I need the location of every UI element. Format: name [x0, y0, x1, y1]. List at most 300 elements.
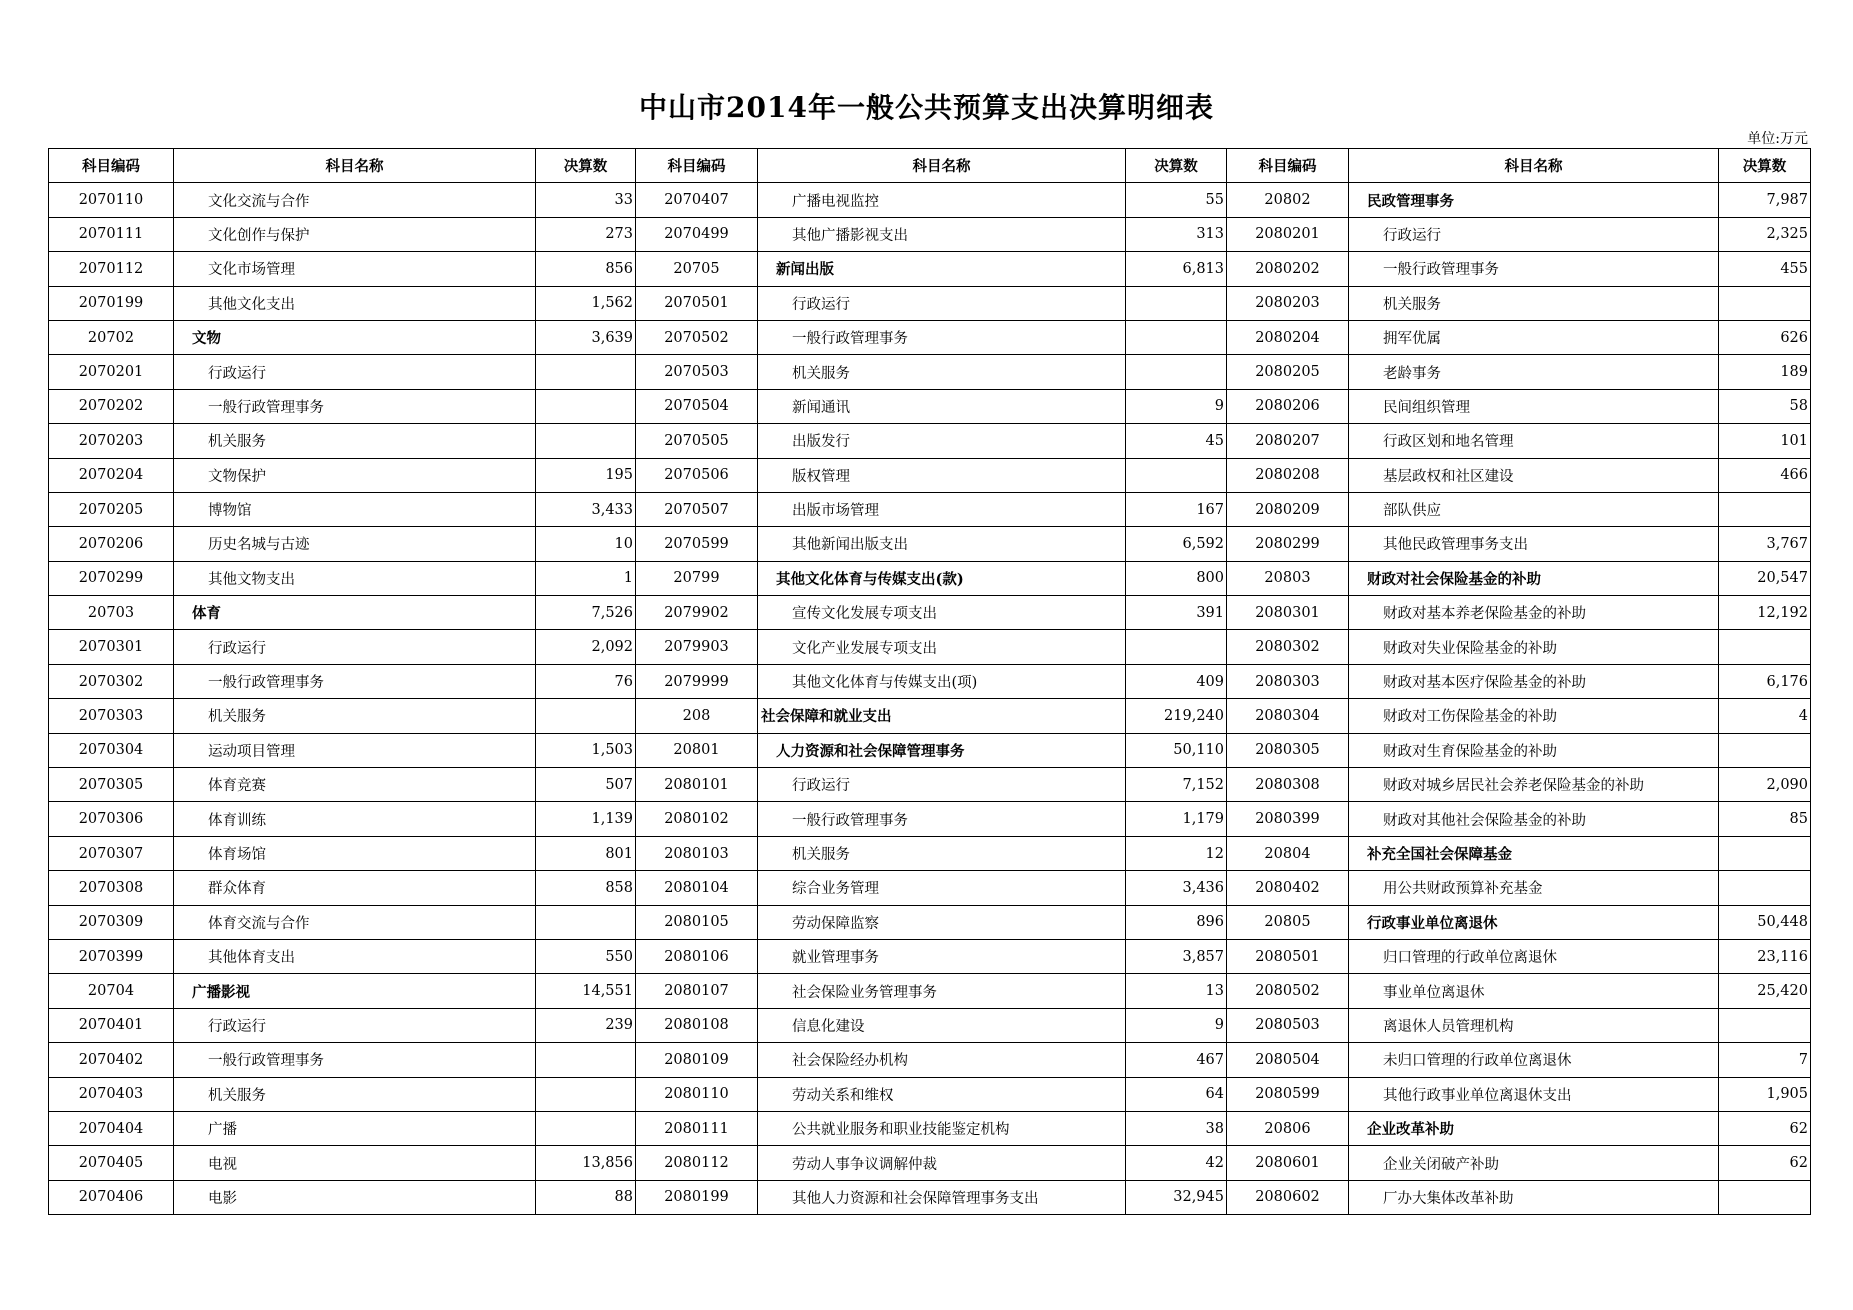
final-amount-cell [1719, 286, 1811, 320]
subject-code-cell: 2080399 [1227, 802, 1349, 836]
subject-code-cell: 2080504 [1227, 1043, 1349, 1077]
final-amount-cell: 2,092 [536, 630, 636, 664]
subject-code-cell: 2070399 [49, 939, 174, 973]
subject-code-cell: 2080199 [636, 1180, 758, 1214]
subject-name-cell: 企业改革补助 [1349, 1111, 1719, 1145]
final-amount-cell: 6,813 [1126, 252, 1227, 286]
final-amount-cell: 62 [1719, 1146, 1811, 1180]
subject-name-cell: 拥军优属 [1349, 320, 1719, 354]
subject-code-cell: 2080101 [636, 768, 758, 802]
final-amount-cell: 1,562 [536, 286, 636, 320]
final-amount-cell: 38 [1126, 1111, 1227, 1145]
table-row [49, 527, 1811, 561]
subject-name-cell: 体育竞赛 [174, 768, 536, 802]
subject-code-cell: 2070204 [49, 458, 174, 492]
final-amount-cell [536, 355, 636, 389]
final-amount-cell [1126, 630, 1227, 664]
final-amount-cell: 12,192 [1719, 596, 1811, 630]
subject-name-cell: 机关服务 [174, 1077, 536, 1111]
subject-name-cell: 机关服务 [758, 355, 1126, 389]
subject-name-cell: 行政运行 [174, 355, 536, 389]
subject-name-cell: 社会保险经办机构 [758, 1043, 1126, 1077]
subject-code-cell: 2070302 [49, 664, 174, 698]
subject-code-cell: 20805 [1227, 905, 1349, 939]
final-amount-cell: 76 [536, 664, 636, 698]
table-row [49, 424, 1811, 458]
final-amount-cell: 626 [1719, 320, 1811, 354]
final-amount-cell: 33 [536, 183, 636, 217]
subject-name-cell: 人力资源和社会保障管理事务 [758, 733, 1126, 767]
subject-code-cell: 2070499 [636, 217, 758, 251]
table-row [49, 939, 1811, 973]
final-amount-cell: 455 [1719, 252, 1811, 286]
subject-code-cell: 2080104 [636, 871, 758, 905]
subject-code-cell: 2070307 [49, 836, 174, 870]
final-amount-cell: 2,090 [1719, 768, 1811, 802]
final-amount-cell: 62 [1719, 1111, 1811, 1145]
table-row [49, 355, 1811, 389]
subject-code-cell: 2080602 [1227, 1180, 1349, 1214]
subject-code-cell: 2070303 [49, 699, 174, 733]
subject-code-cell: 2070112 [49, 252, 174, 286]
subject-code-cell: 2070202 [49, 389, 174, 423]
table-row [49, 1043, 1811, 1077]
subject-code-cell: 2080304 [1227, 699, 1349, 733]
subject-name-cell: 社会保障和就业支出 [758, 699, 1126, 733]
final-amount-cell: 58 [1719, 389, 1811, 423]
final-amount-cell: 3,639 [536, 320, 636, 354]
subject-name-cell: 补充全国社会保障基金 [1349, 836, 1719, 870]
subject-name-cell: 电视 [174, 1146, 536, 1180]
subject-code-cell: 2070110 [49, 183, 174, 217]
subject-name-cell: 厂办大集体改革补助 [1349, 1180, 1719, 1214]
subject-code-cell: 2080302 [1227, 630, 1349, 664]
final-amount-cell [536, 1111, 636, 1145]
subject-name-cell: 财政对城乡居民社会养老保险基金的补助 [1349, 768, 1719, 802]
subject-code-cell: 2080107 [636, 974, 758, 1008]
table-row [49, 905, 1811, 939]
table-row [49, 1111, 1811, 1145]
table-row [49, 458, 1811, 492]
table-row [49, 596, 1811, 630]
subject-name-cell: 民政管理事务 [1349, 183, 1719, 217]
final-amount-cell: 219,240 [1126, 699, 1227, 733]
table-row [49, 492, 1811, 526]
subject-code-cell: 2080402 [1227, 871, 1349, 905]
subject-name-cell: 行政运行 [758, 286, 1126, 320]
subject-name-cell: 文物保护 [174, 458, 536, 492]
subject-code-cell: 2070203 [49, 424, 174, 458]
subject-name-cell: 机关服务 [1349, 286, 1719, 320]
final-amount-cell [536, 1077, 636, 1111]
header-name: 科目名称 [174, 149, 536, 183]
final-amount-cell: 9 [1126, 389, 1227, 423]
final-amount-cell [1126, 320, 1227, 354]
subject-code-cell: 20705 [636, 252, 758, 286]
subject-code-cell: 2080502 [1227, 974, 1349, 1008]
header-code: 科目编码 [49, 149, 174, 183]
subject-code-cell: 2080301 [1227, 596, 1349, 630]
subject-name-cell: 体育交流与合作 [174, 905, 536, 939]
table-row [49, 733, 1811, 767]
table-row [49, 871, 1811, 905]
final-amount-cell: 6,592 [1126, 527, 1227, 561]
subject-code-cell: 2080110 [636, 1077, 758, 1111]
table-row [49, 252, 1811, 286]
final-amount-cell: 3,433 [536, 492, 636, 526]
final-amount-cell: 6,176 [1719, 664, 1811, 698]
subject-name-cell: 博物馆 [174, 492, 536, 526]
header-amount: 决算数 [536, 149, 636, 183]
subject-code-cell: 2070308 [49, 871, 174, 905]
table-row [49, 664, 1811, 698]
subject-code-cell: 2080108 [636, 1008, 758, 1042]
final-amount-cell [1719, 836, 1811, 870]
page-title: 中山市2014年一般公共预算支出决算明细表 [639, 91, 1214, 124]
subject-name-cell: 出版发行 [758, 424, 1126, 458]
subject-code-cell: 2080303 [1227, 664, 1349, 698]
subject-name-cell: 一般行政管理事务 [174, 389, 536, 423]
subject-code-cell: 20799 [636, 561, 758, 595]
subject-code-cell: 208 [636, 699, 758, 733]
final-amount-cell [1126, 286, 1227, 320]
final-amount-cell: 409 [1126, 664, 1227, 698]
table-row [49, 836, 1811, 870]
subject-code-cell: 2070404 [49, 1111, 174, 1145]
subject-code-cell: 2070506 [636, 458, 758, 492]
subject-code-cell: 20803 [1227, 561, 1349, 595]
subject-name-cell: 财政对其他社会保险基金的补助 [1349, 802, 1719, 836]
subject-name-cell: 其他人力资源和社会保障管理事务支出 [758, 1180, 1126, 1214]
subject-name-cell: 一般行政管理事务 [758, 802, 1126, 836]
subject-code-cell: 2080308 [1227, 768, 1349, 802]
final-amount-cell [1719, 492, 1811, 526]
subject-code-cell: 2080501 [1227, 939, 1349, 973]
subject-code-cell: 2070306 [49, 802, 174, 836]
final-amount-cell: 273 [536, 217, 636, 251]
subject-code-cell: 2070599 [636, 527, 758, 561]
final-amount-cell: 85 [1719, 802, 1811, 836]
subject-code-cell: 2080601 [1227, 1146, 1349, 1180]
final-amount-cell: 42 [1126, 1146, 1227, 1180]
final-amount-cell: 189 [1719, 355, 1811, 389]
subject-name-cell: 版权管理 [758, 458, 1126, 492]
final-amount-cell: 13 [1126, 974, 1227, 1008]
subject-code-cell: 2080209 [1227, 492, 1349, 526]
subject-code-cell: 2080102 [636, 802, 758, 836]
subject-code-cell: 2070309 [49, 905, 174, 939]
subject-name-cell: 体育训练 [174, 802, 536, 836]
subject-code-cell: 2079903 [636, 630, 758, 664]
table-row [49, 699, 1811, 733]
final-amount-cell: 7,987 [1719, 183, 1811, 217]
table-row [49, 286, 1811, 320]
subject-name-cell: 财政对失业保险基金的补助 [1349, 630, 1719, 664]
subject-name-cell: 行政运行 [758, 768, 1126, 802]
subject-name-cell: 广播影视 [174, 974, 536, 1008]
subject-name-cell: 劳动关系和维权 [758, 1077, 1126, 1111]
subject-code-cell: 2070304 [49, 733, 174, 767]
final-amount-cell: 50,110 [1126, 733, 1227, 767]
subject-code-cell: 20802 [1227, 183, 1349, 217]
unit-label: 单位:万元 [1747, 131, 1808, 147]
final-amount-cell: 1 [536, 561, 636, 595]
subject-name-cell: 文化市场管理 [174, 252, 536, 286]
subject-code-cell: 2070111 [49, 217, 174, 251]
header-code: 科目编码 [636, 149, 758, 183]
subject-name-cell: 其他文化体育与传媒支出(款) [758, 561, 1126, 595]
subject-code-cell: 2070402 [49, 1043, 174, 1077]
subject-name-cell: 一般行政管理事务 [1349, 252, 1719, 286]
subject-name-cell: 其他文化体育与传媒支出(项) [758, 664, 1126, 698]
table-row [49, 802, 1811, 836]
subject-code-cell: 2070201 [49, 355, 174, 389]
final-amount-cell: 23,116 [1719, 939, 1811, 973]
subject-code-cell: 2070502 [636, 320, 758, 354]
final-amount-cell: 1,179 [1126, 802, 1227, 836]
subject-name-cell: 运动项目管理 [174, 733, 536, 767]
subject-name-cell: 综合业务管理 [758, 871, 1126, 905]
subject-name-cell: 其他广播影视支出 [758, 217, 1126, 251]
subject-code-cell: 20704 [49, 974, 174, 1008]
subject-name-cell: 一般行政管理事务 [174, 664, 536, 698]
final-amount-cell: 4 [1719, 699, 1811, 733]
final-amount-cell: 858 [536, 871, 636, 905]
final-amount-cell [1719, 733, 1811, 767]
final-amount-cell: 801 [536, 836, 636, 870]
subject-name-cell: 历史名城与古迹 [174, 527, 536, 561]
subject-code-cell: 2080207 [1227, 424, 1349, 458]
subject-code-cell: 2070401 [49, 1008, 174, 1042]
subject-code-cell: 2070507 [636, 492, 758, 526]
subject-name-cell: 事业单位离退休 [1349, 974, 1719, 1008]
subject-name-cell: 财政对基本医疗保险基金的补助 [1349, 664, 1719, 698]
subject-name-cell: 民间组织管理 [1349, 389, 1719, 423]
table-row [49, 389, 1811, 423]
subject-name-cell: 离退休人员管理机构 [1349, 1008, 1719, 1042]
header-name: 科目名称 [1349, 149, 1719, 183]
final-amount-cell: 467 [1126, 1043, 1227, 1077]
final-amount-cell: 25,420 [1719, 974, 1811, 1008]
final-amount-cell [1719, 871, 1811, 905]
header-amount: 决算数 [1126, 149, 1227, 183]
final-amount-cell: 195 [536, 458, 636, 492]
final-amount-cell: 88 [536, 1180, 636, 1214]
final-amount-cell: 1,503 [536, 733, 636, 767]
final-amount-cell [536, 699, 636, 733]
subject-name-cell: 体育 [174, 596, 536, 630]
subject-name-cell: 其他体育支出 [174, 939, 536, 973]
subject-code-cell: 2070501 [636, 286, 758, 320]
subject-name-cell: 财政对生育保险基金的补助 [1349, 733, 1719, 767]
subject-code-cell: 2070206 [49, 527, 174, 561]
subject-code-cell: 2070301 [49, 630, 174, 664]
subject-code-cell: 20703 [49, 596, 174, 630]
subject-code-cell: 2080103 [636, 836, 758, 870]
final-amount-cell: 3,767 [1719, 527, 1811, 561]
subject-name-cell: 其他文化支出 [174, 286, 536, 320]
subject-code-cell: 2070403 [49, 1077, 174, 1111]
final-amount-cell [536, 1043, 636, 1077]
subject-name-cell: 出版市场管理 [758, 492, 1126, 526]
subject-code-cell: 2070205 [49, 492, 174, 526]
subject-code-cell: 2080599 [1227, 1077, 1349, 1111]
subject-name-cell: 劳动人事争议调解仲裁 [758, 1146, 1126, 1180]
subject-code-cell: 2070505 [636, 424, 758, 458]
subject-code-cell: 2070305 [49, 768, 174, 802]
subject-code-cell: 2070406 [49, 1180, 174, 1214]
final-amount-cell: 800 [1126, 561, 1227, 595]
subject-name-cell: 基层政权和社区建设 [1349, 458, 1719, 492]
subject-code-cell: 2080299 [1227, 527, 1349, 561]
subject-code-cell: 2070299 [49, 561, 174, 595]
subject-name-cell: 企业关闭破产补助 [1349, 1146, 1719, 1180]
final-amount-cell: 391 [1126, 596, 1227, 630]
final-amount-cell: 20,547 [1719, 561, 1811, 595]
subject-name-cell: 行政运行 [1349, 217, 1719, 251]
subject-name-cell: 行政运行 [174, 630, 536, 664]
subject-code-cell: 2080111 [636, 1111, 758, 1145]
final-amount-cell [1719, 1008, 1811, 1042]
final-amount-cell: 32,945 [1126, 1180, 1227, 1214]
final-amount-cell [536, 905, 636, 939]
final-amount-cell [536, 389, 636, 423]
table-row [49, 217, 1811, 251]
final-amount-cell: 3,857 [1126, 939, 1227, 973]
final-amount-cell [1719, 1180, 1811, 1214]
subject-code-cell: 2080202 [1227, 252, 1349, 286]
subject-code-cell: 2079902 [636, 596, 758, 630]
subject-code-cell: 2070504 [636, 389, 758, 423]
subject-name-cell: 广播电视监控 [758, 183, 1126, 217]
subject-code-cell: 20806 [1227, 1111, 1349, 1145]
subject-name-cell: 文化产业发展专项支出 [758, 630, 1126, 664]
subject-name-cell: 群众体育 [174, 871, 536, 905]
final-amount-cell [1126, 458, 1227, 492]
final-amount-cell: 45 [1126, 424, 1227, 458]
final-amount-cell: 1,139 [536, 802, 636, 836]
final-amount-cell: 64 [1126, 1077, 1227, 1111]
subject-code-cell: 2080208 [1227, 458, 1349, 492]
subject-name-cell: 行政运行 [174, 1008, 536, 1042]
final-amount-cell [1126, 355, 1227, 389]
header-amount: 决算数 [1719, 149, 1811, 183]
final-amount-cell: 50,448 [1719, 905, 1811, 939]
table-row [49, 1146, 1811, 1180]
subject-name-cell: 财政对社会保险基金的补助 [1349, 561, 1719, 595]
final-amount-cell: 101 [1719, 424, 1811, 458]
table-row [49, 768, 1811, 802]
subject-name-cell: 行政事业单位离退休 [1349, 905, 1719, 939]
subject-name-cell: 文化交流与合作 [174, 183, 536, 217]
subject-name-cell: 机关服务 [758, 836, 1126, 870]
table-row [49, 1077, 1811, 1111]
subject-code-cell: 2080105 [636, 905, 758, 939]
subject-code-cell: 2080305 [1227, 733, 1349, 767]
subject-name-cell: 归口管理的行政单位离退休 [1349, 939, 1719, 973]
subject-name-cell: 新闻通讯 [758, 389, 1126, 423]
subject-code-cell: 2070407 [636, 183, 758, 217]
table-row [49, 183, 1811, 217]
final-amount-cell: 13,856 [536, 1146, 636, 1180]
subject-code-cell: 2080109 [636, 1043, 758, 1077]
subject-code-cell: 2080503 [1227, 1008, 1349, 1042]
subject-name-cell: 老龄事务 [1349, 355, 1719, 389]
subject-code-cell: 2070199 [49, 286, 174, 320]
final-amount-cell: 2,325 [1719, 217, 1811, 251]
subject-name-cell: 用公共财政预算补充基金 [1349, 871, 1719, 905]
final-amount-cell [1719, 630, 1811, 664]
subject-code-cell: 2070503 [636, 355, 758, 389]
subject-name-cell: 文化创作与保护 [174, 217, 536, 251]
subject-name-cell: 电影 [174, 1180, 536, 1214]
subject-code-cell: 2080205 [1227, 355, 1349, 389]
table-row [49, 1008, 1811, 1042]
header-name: 科目名称 [758, 149, 1126, 183]
final-amount-cell: 550 [536, 939, 636, 973]
table-body [49, 183, 1811, 1215]
table-row [49, 974, 1811, 1008]
subject-name-cell: 部队供应 [1349, 492, 1719, 526]
header-code: 科目编码 [1227, 149, 1349, 183]
subject-name-cell: 其他民政管理事务支出 [1349, 527, 1719, 561]
subject-code-cell: 2080206 [1227, 389, 1349, 423]
subject-code-cell: 2080112 [636, 1146, 758, 1180]
final-amount-cell: 3,436 [1126, 871, 1227, 905]
subject-name-cell: 就业管理事务 [758, 939, 1126, 973]
budget-detail-table [48, 148, 1811, 1215]
subject-name-cell: 体育场馆 [174, 836, 536, 870]
final-amount-cell: 466 [1719, 458, 1811, 492]
final-amount-cell: 167 [1126, 492, 1227, 526]
subject-code-cell: 2080203 [1227, 286, 1349, 320]
table-row [49, 630, 1811, 664]
final-amount-cell: 9 [1126, 1008, 1227, 1042]
final-amount-cell: 856 [536, 252, 636, 286]
subject-name-cell: 宣传文化发展专项支出 [758, 596, 1126, 630]
subject-name-cell: 行政区划和地名管理 [1349, 424, 1719, 458]
subject-code-cell: 2080201 [1227, 217, 1349, 251]
final-amount-cell: 7 [1719, 1043, 1811, 1077]
final-amount-cell: 12 [1126, 836, 1227, 870]
subject-name-cell: 一般行政管理事务 [174, 1043, 536, 1077]
subject-name-cell: 广播 [174, 1111, 536, 1145]
final-amount-cell: 7,526 [536, 596, 636, 630]
subject-code-cell: 20702 [49, 320, 174, 354]
subject-name-cell: 其他新闻出版支出 [758, 527, 1126, 561]
final-amount-cell: 896 [1126, 905, 1227, 939]
subject-name-cell: 新闻出版 [758, 252, 1126, 286]
final-amount-cell: 507 [536, 768, 636, 802]
subject-name-cell: 其他行政事业单位离退休支出 [1349, 1077, 1719, 1111]
final-amount-cell: 14,551 [536, 974, 636, 1008]
subject-code-cell: 2070405 [49, 1146, 174, 1180]
subject-name-cell: 文物 [174, 320, 536, 354]
subject-code-cell: 2079999 [636, 664, 758, 698]
table-header-row [49, 149, 1811, 183]
final-amount-cell: 55 [1126, 183, 1227, 217]
final-amount-cell [536, 424, 636, 458]
table-row [49, 320, 1811, 354]
subject-code-cell: 2080204 [1227, 320, 1349, 354]
final-amount-cell: 7,152 [1126, 768, 1227, 802]
final-amount-cell: 1,905 [1719, 1077, 1811, 1111]
subject-name-cell: 一般行政管理事务 [758, 320, 1126, 354]
subject-name-cell: 信息化建设 [758, 1008, 1126, 1042]
subject-name-cell: 机关服务 [174, 699, 536, 733]
subject-name-cell: 未归口管理的行政单位离退休 [1349, 1043, 1719, 1077]
subject-name-cell: 社会保险业务管理事务 [758, 974, 1126, 1008]
